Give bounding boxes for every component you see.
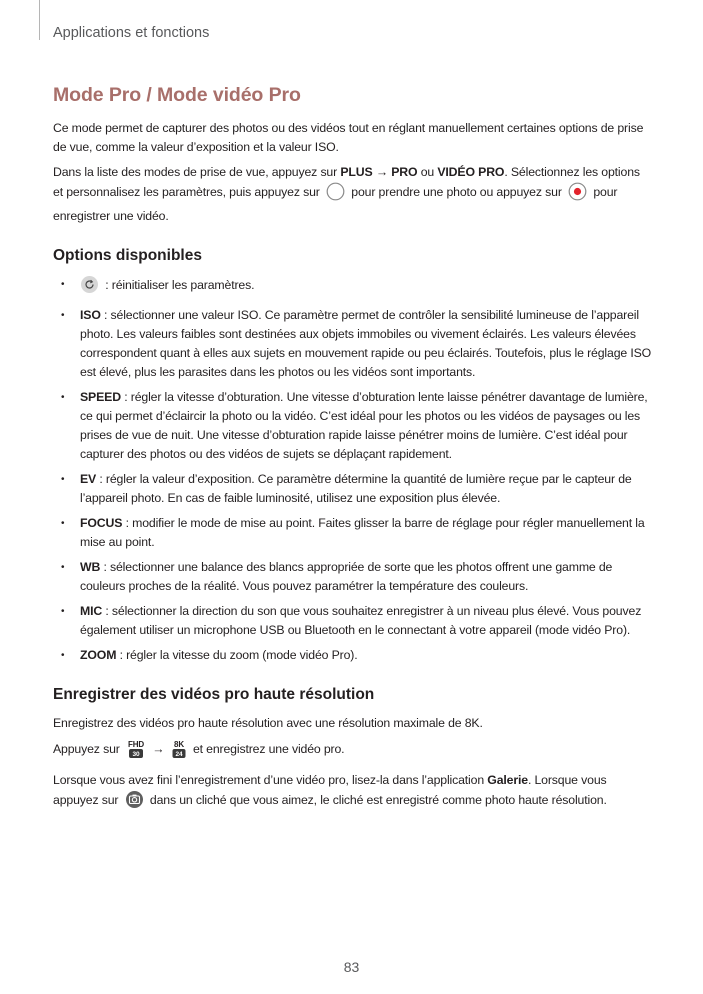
fhd-fps: 30 <box>132 751 140 759</box>
gallery-text-a: Lorsque vous avez fini l’enregistrement d’une vidéo pro, lisez-la dans l’application <box>53 773 488 787</box>
options-heading: Options disponibles <box>53 247 202 264</box>
hires-text-a: Appuyez sur <box>53 742 123 756</box>
pro-term: PRO <box>391 165 418 179</box>
option-iso: • ISO : sélectionner une valeur ISO. Ce paramètre permet de contrôler la sensibilité lumineuse de l’appareil photo. Les valeurs faibles sont destinées aux objets immobiles ou vivement éclairés. Les valeurs élevées correspondent quant à elles aux sujets en mouvement rapide ou peu éclairés. Toutefois, plus le réglage ISO est élevé, plus les parasites dans les photos ou les vidéos sont importants. <box>61 308 652 379</box>
option-text: : régler la valeur d’exposition. Ce paramètre détermine la quantité de lumière reçue par le capteur de l’appareil photo. En cas de faible luminosité, utilisez une exposition plus élevée. <box>80 472 632 505</box>
hires-gallery-paragraph <box>53 771 653 815</box>
option-mic: • MIC : sélectionner la direction du son que vous souhaitez enregistrer à un niveau plus élevé. Vous pouvez également utiliser un microphone USB ou Bluetooth en le connectant à votre appareil (mode vidéo Pro). <box>61 604 642 637</box>
intro-paragraph: Ce mode permet de capturer des photos ou des vidéos tout en réglant manuellement certaines options de prise de vue, comme la valeur d’exposition et la valeur ISO. <box>53 121 644 154</box>
fhd-label: FHD <box>127 740 144 749</box>
hires-heading: Enregistrer des vidéos pro haute résolution <box>53 686 375 703</box>
option-term: MIC <box>80 604 103 618</box>
option-text: : sélectionner une valeur ISO. Ce paramètre permet de contrôler la sensibilité lumineuse de l’appareil photo. Les valeurs faibles sont destinées aux objets immobiles ou vivement éclairés. Les valeurs élevées correspondent quant à elles aux sujets en mouvement rapide ou peu éclairés. Toutefois, plus le réglage ISO est élevé, plus les parasites dans les photos ou les vidéos sont importants. <box>80 308 652 379</box>
gallery-text-c: dans un cliché que vous aimez, le cliché est enregistré comme photo haute résolution. <box>146 793 607 807</box>
options-list <box>53 275 653 665</box>
margin-rule <box>39 0 40 40</box>
plus-term: PLUS <box>340 165 373 179</box>
video-pro-term: VIDÉO PRO <box>437 165 505 179</box>
instr-text-d: pour enregistrer une vidéo. <box>53 185 618 223</box>
option-ev: • EV : régler la valeur d’exposition. Ce paramètre détermine la quantité de lumière reçue par le capteur de l’appareil photo. En cas de faible luminosité, utilisez une exposition plus élevée. <box>61 472 632 505</box>
instr-text-a: Dans la liste des modes de prise de vue, appuyez sur <box>53 165 341 179</box>
option-reset: • : réinitialiser les paramètres. <box>53 275 653 300</box>
content <box>53 84 653 821</box>
instr-text-b: . Sélectionnez les options et personnalisez les paramètres, puis appuyez sur <box>53 165 640 199</box>
running-header: Applications et fonctions <box>53 25 210 41</box>
or-text: ou <box>417 165 438 179</box>
option-zoom: • ZOOM : régler la vitesse du zoom (mode vidéo Pro). <box>61 648 358 662</box>
8k-label: 8K <box>173 740 184 749</box>
option-text: : régler la vitesse d’obturation. Une vitesse d’obturation lente laisse pénétrer davantage de lumière, ce qui permet d’éclaircir la photo ou la vidéo. C’est idéal pour les photos ou les vidéos de paysages ou les prises de vue de nuit. Une vitesse d’obturation rapide laisse pénétrer moins de lumière. C’est idéal pour capturer des photos ou des vidéos de sujets se déplaçant rapidement. <box>80 390 648 461</box>
instr-text-c: pour prendre une photo ou appuyez sur <box>348 185 566 199</box>
fhd-resolution-icon <box>126 739 146 765</box>
shutter-button-icon <box>326 182 345 207</box>
option-text: : sélectionner la direction du son que vous souhaitez enregistrer à un niveau plus élevé. Vous pouvez également utiliser un microphone USB ou Bluetooth en le connectant à votre appareil (mode vidéo Pro). <box>80 604 642 637</box>
hires-text-b: et enregistrez une vidéo pro. <box>189 742 345 756</box>
8k-resolution-icon <box>171 739 187 765</box>
option-text: : régler la vitesse du zoom (mode vidéo Pro). <box>116 648 358 662</box>
option-speed: • SPEED : régler la vitesse d’obturation. Une vitesse d’obturation lente laisse pénétrer davantage de lumière, ce qui permet d’éclaircir la photo ou la vidéo. C’est idéal pour les photos ou les vidéos de paysages ou les prises de vue de nuit. Une vitesse d’obturation rapide laisse pénétrer moins de lumière. C’est idéal pour capturer des photos ou des vidéos de sujets se déplaçant rapidement. <box>61 390 648 461</box>
arrow: → <box>372 165 392 179</box>
option-text: : modifier le mode de mise au point. Faites glisser la barre de réglage pour régler manuellement la mise au point. <box>80 516 645 549</box>
page-title: Mode Pro / Mode vidéo Pro <box>53 84 301 106</box>
reset-icon <box>80 275 99 300</box>
option-term: ZOOM <box>80 648 117 662</box>
hires-capture-icon <box>125 790 144 815</box>
option-term: WB <box>80 560 101 574</box>
record-button-icon <box>568 182 587 207</box>
option-wb: • WB : sélectionner une balance des blancs appropriée de sorte que les photos offrent une gamme de couleurs proches de la réalité. Vous pouvez paramétrer la température des couleurs. <box>61 560 613 593</box>
option-term: ISO <box>80 308 101 322</box>
option-text: : sélectionner une balance des blancs appropriée de sorte que les photos offrent une gamme de couleurs proches de la réalité. Vous pouvez paramétrer la température des couleurs. <box>80 560 613 593</box>
reset-text: : réinitialiser les paramètres. <box>102 278 255 292</box>
page-number: 83 <box>343 959 360 975</box>
option-term: SPEED <box>80 390 121 404</box>
option-term: EV <box>80 472 97 486</box>
gallery-text-b: . Lorsque vous appuyez sur <box>53 773 607 807</box>
gallery-term: Galerie <box>487 773 528 787</box>
hires-intro: Enregistrez des vidéos pro haute résolution avec une résolution maximale de 8K. <box>53 716 483 730</box>
option-focus: • FOCUS : modifier le mode de mise au point. Faites glisser la barre de réglage pour régler manuellement la mise au point. <box>61 516 645 549</box>
8k-fps: 24 <box>175 751 183 759</box>
instructions-paragraph <box>53 163 653 226</box>
option-term: FOCUS <box>80 516 123 530</box>
hires-arrow: → <box>148 742 168 756</box>
hires-instructions <box>53 739 653 765</box>
